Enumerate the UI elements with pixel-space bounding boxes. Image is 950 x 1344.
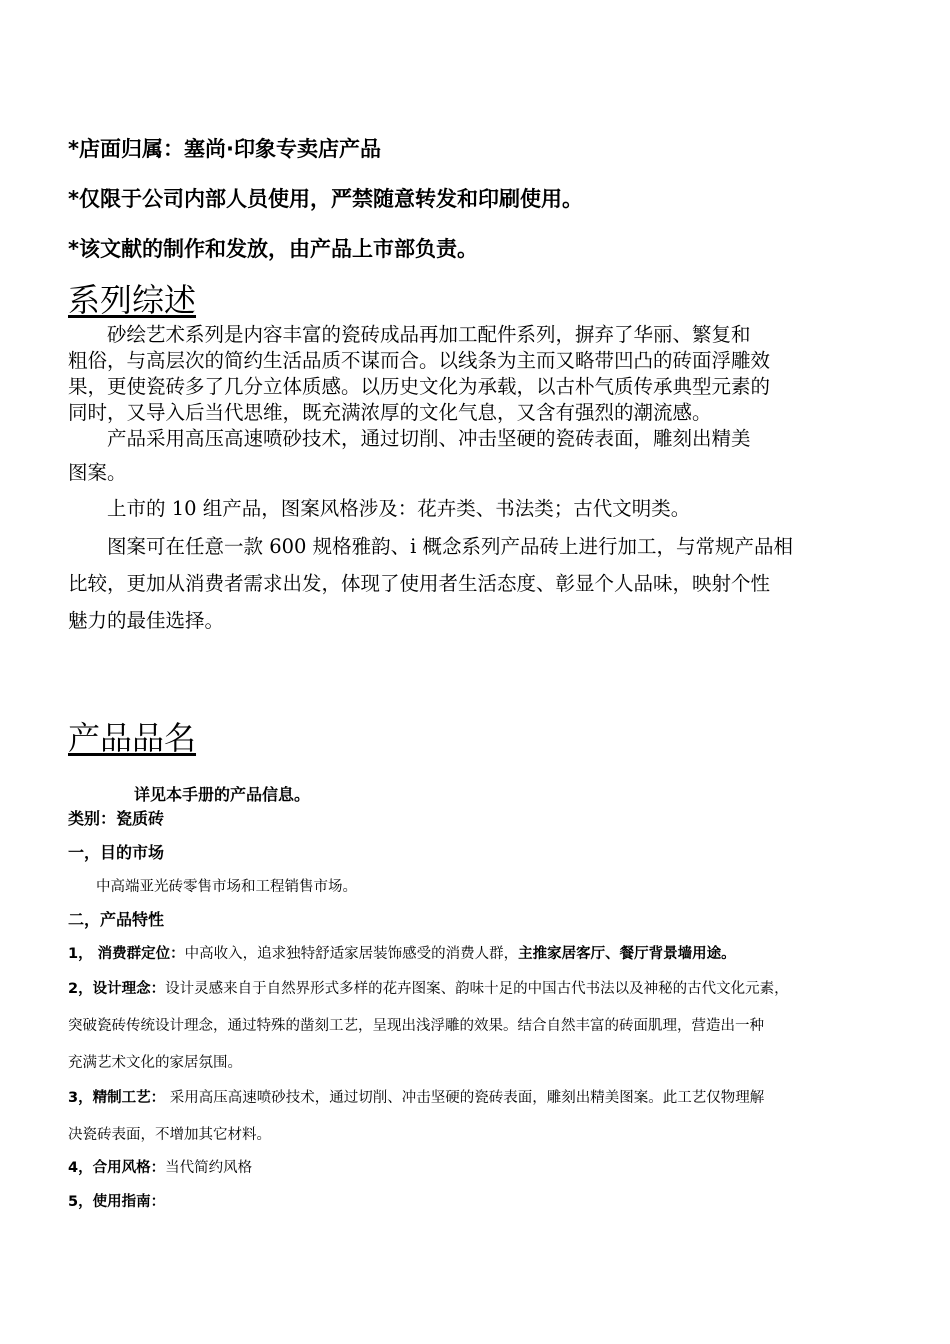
overview-p4-line: 魅力的最佳选择。 xyxy=(68,609,225,632)
section-heading-product-name: 产品品名 xyxy=(68,719,197,757)
overview-p3: 上市的 10 组产品，图案风格涉及：花卉类、书法类；古代文明类。 xyxy=(68,497,691,520)
feature-item-design-line: 突破瓷砖传统设计理念，通过特殊的凿刻工艺，呈现出浅浮雕的效果。结合自然丰富的砖面肌理，营造出一种 xyxy=(68,1018,764,1034)
overview-p2-line: 图案。 xyxy=(68,461,127,484)
see-manual-note: 详见本手册的产品信息。 xyxy=(134,785,311,804)
section-heading-overview: 系列综述 xyxy=(68,281,197,319)
overview-p4-line: 图案可在任意一款 600 规格雅韵、i 概念系列产品砖上进行加工，与常规产品相 xyxy=(68,535,794,558)
overview-p1-line: 粗俗，与高层次的简约生活品质不谋而合。以线条为主而又略带凹凸的砖面浮雕效 xyxy=(68,349,771,372)
overview-p2-line: 产品采用高压高速喷砂技术，通过切削、冲击坚硬的瓷砖表面，雕刻出精美 xyxy=(68,427,751,450)
feature-item-style: 4，合用风格：当代简约风格 xyxy=(68,1160,253,1176)
feature-item-consumer: 1， 消费群定位：中高收入，追求独特舒适家居装饰感受的消费人群，主推家居客厅、餐厅背景墙用途。 xyxy=(68,946,736,962)
feature-item-usage: 5，使用指南： xyxy=(68,1194,166,1210)
overview-p1-line: 果，更使瓷砖多了几分立体质感。以历史文化为承载，以古朴气质传承典型元素的 xyxy=(68,375,771,398)
notice-responsibility: *该文献的制作和发放，由产品上市部负责。 xyxy=(68,237,478,261)
notice-store: *店面归属：塞尚·印象专卖店产品 xyxy=(68,137,381,161)
overview-p4-line: 比较，更加从消费者需求出发，体现了使用者生活态度、彰显个人品味，映射个性 xyxy=(68,572,771,595)
market-text: 中高端亚光砖零售市场和工程销售市场。 xyxy=(96,879,357,895)
features-heading: 二，产品特性 xyxy=(68,910,165,929)
overview-p1-line: 砂绘艺术系列是内容丰富的瓷砖成品再加工配件系列，摒弃了华丽、繁复和 xyxy=(68,323,751,346)
feature-item-design: 2，设计理念：设计灵感来自于自然界形式多样的花卉图案、韵味十足的中国古代书法以及神秘的古代文化元素， xyxy=(68,981,789,997)
category-label: 类别：瓷质砖 xyxy=(68,809,165,828)
feature-item-craft-line: 决瓷砖表面，不增加其它材料。 xyxy=(68,1127,271,1143)
market-heading: 一，目的市场 xyxy=(68,843,165,862)
feature-item-craft: 3，精制工艺： 采用高压高速喷砂技术，通过切削、冲击坚硬的瓷砖表面，雕刻出精美图案。此工艺仅物理解 xyxy=(68,1090,765,1106)
feature-item-design-line: 充满艺术文化的家居氛围。 xyxy=(68,1055,242,1071)
overview-p1-line: 同时，又导入后当代思维，既充满浓厚的文化气息，又含有强烈的潮流感。 xyxy=(68,401,712,424)
notice-internal-use: *仅限于公司内部人员使用，严禁随意转发和印刷使用。 xyxy=(68,187,583,211)
